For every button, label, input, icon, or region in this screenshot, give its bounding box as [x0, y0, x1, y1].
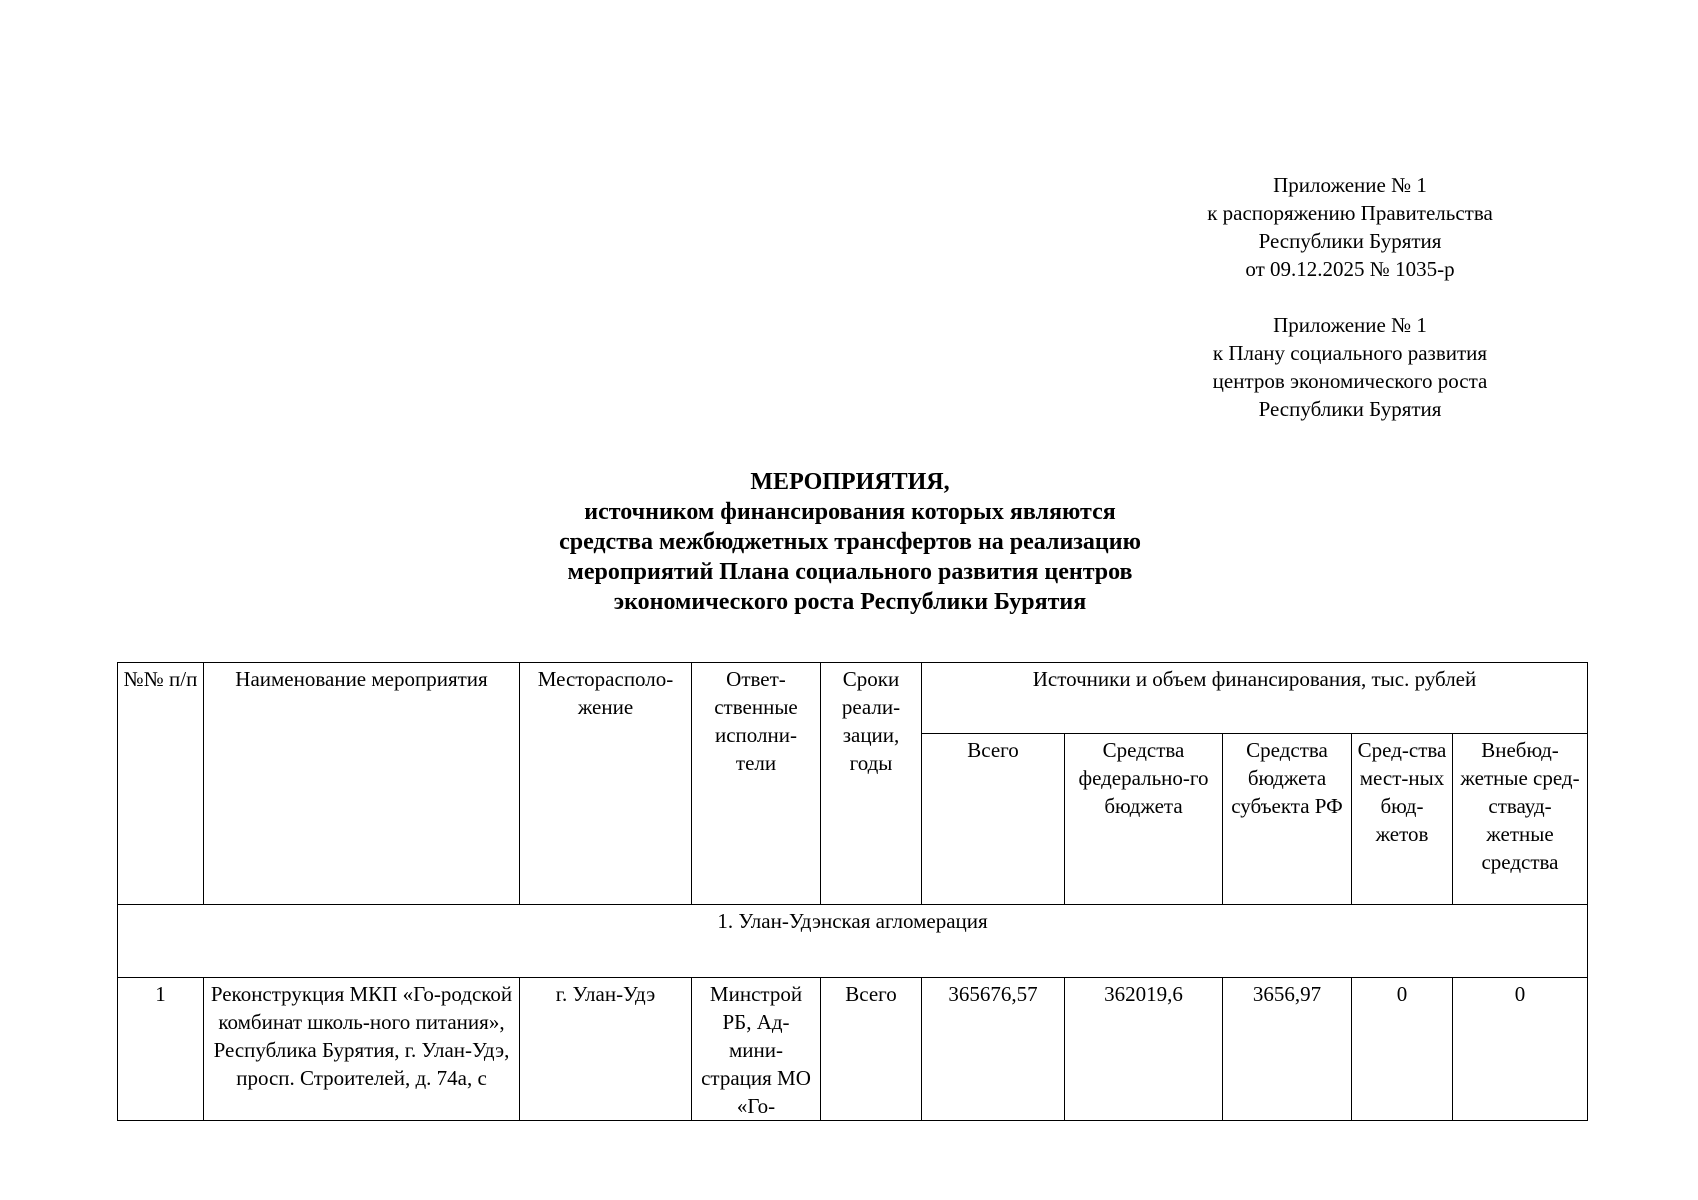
cell-offbudget: 0: [1453, 978, 1588, 1121]
annex-2-line: центров экономического роста: [1212, 369, 1488, 393]
annex-2-line: к Плану социального развития: [1212, 341, 1488, 365]
header-total: Всего: [922, 734, 1065, 905]
annex-1-header: [1100, 171, 1600, 283]
cell-location: г. Улан-Удэ: [520, 978, 692, 1121]
cell-subject: 3656,97: [1223, 978, 1352, 1121]
cell-terms: Всего: [821, 978, 922, 1121]
header-subject: Средства бюджета субъекта РФ: [1223, 734, 1352, 905]
annex-1-line: к распоряжению Правительства: [1207, 201, 1493, 225]
cell-name: Реконструкция МКП «Го-родской комбинат школь-ного питания», Республика Бурятия, г. Улан-Удэ, просп. Строителей, д. 74а, с: [204, 978, 520, 1121]
document-title: [400, 467, 1300, 617]
header-offbudget: Внебюд-жетные сред-ствауд-жетные средства: [1453, 734, 1588, 905]
annex-2-header: [1100, 311, 1600, 423]
table-row: [118, 978, 1588, 1121]
activities-table: [117, 662, 1588, 1121]
header-sources: Источники и объем финансирования, тыс. рублей: [922, 663, 1588, 734]
header-terms: Сроки реали-зации, годы: [821, 663, 922, 905]
title-line: средства межбюджетных трансфертов на реализацию: [559, 529, 1141, 555]
title-line: источником финансирования которых являются: [584, 499, 1116, 525]
cell-responsible: Минстрой РБ, Ад-мини-страция МО «Го-: [692, 978, 821, 1121]
annex-2-line: Республики Бурятия: [1258, 397, 1442, 421]
cell-num: 1: [118, 978, 204, 1121]
annex-1-line: Республики Бурятия: [1258, 229, 1442, 253]
table-header-row: [118, 663, 1588, 734]
header-federal: Средства федерально-го бюджета: [1065, 734, 1223, 905]
annex-1-line: от 09.12.2025 № 1035-р: [1245, 257, 1455, 281]
header-local: Сред-ства мест-ных бюд-жетов: [1352, 734, 1453, 905]
section-row: [118, 905, 1588, 978]
header-num: №№ п/п: [118, 663, 204, 905]
header-location: Месторасполо-жение: [520, 663, 692, 905]
cell-total: 365676,57: [922, 978, 1065, 1121]
annex-1-line: Приложение № 1: [1273, 173, 1427, 197]
title-line: мероприятий Плана социального развития центров: [567, 559, 1133, 585]
header-name: Наименование мероприятия: [204, 663, 520, 905]
cell-local: 0: [1352, 978, 1453, 1121]
annex-2-line: Приложение № 1: [1273, 313, 1427, 337]
title-line: МЕРОПРИЯТИЯ,: [750, 469, 950, 495]
title-line: экономического роста Республики Бурятия: [613, 589, 1087, 615]
cell-federal: 362019,6: [1065, 978, 1223, 1121]
section-title: 1. Улан-Удэнская агломерация: [118, 905, 1588, 978]
header-responsible: Ответ-ственные исполни-тели: [692, 663, 821, 905]
